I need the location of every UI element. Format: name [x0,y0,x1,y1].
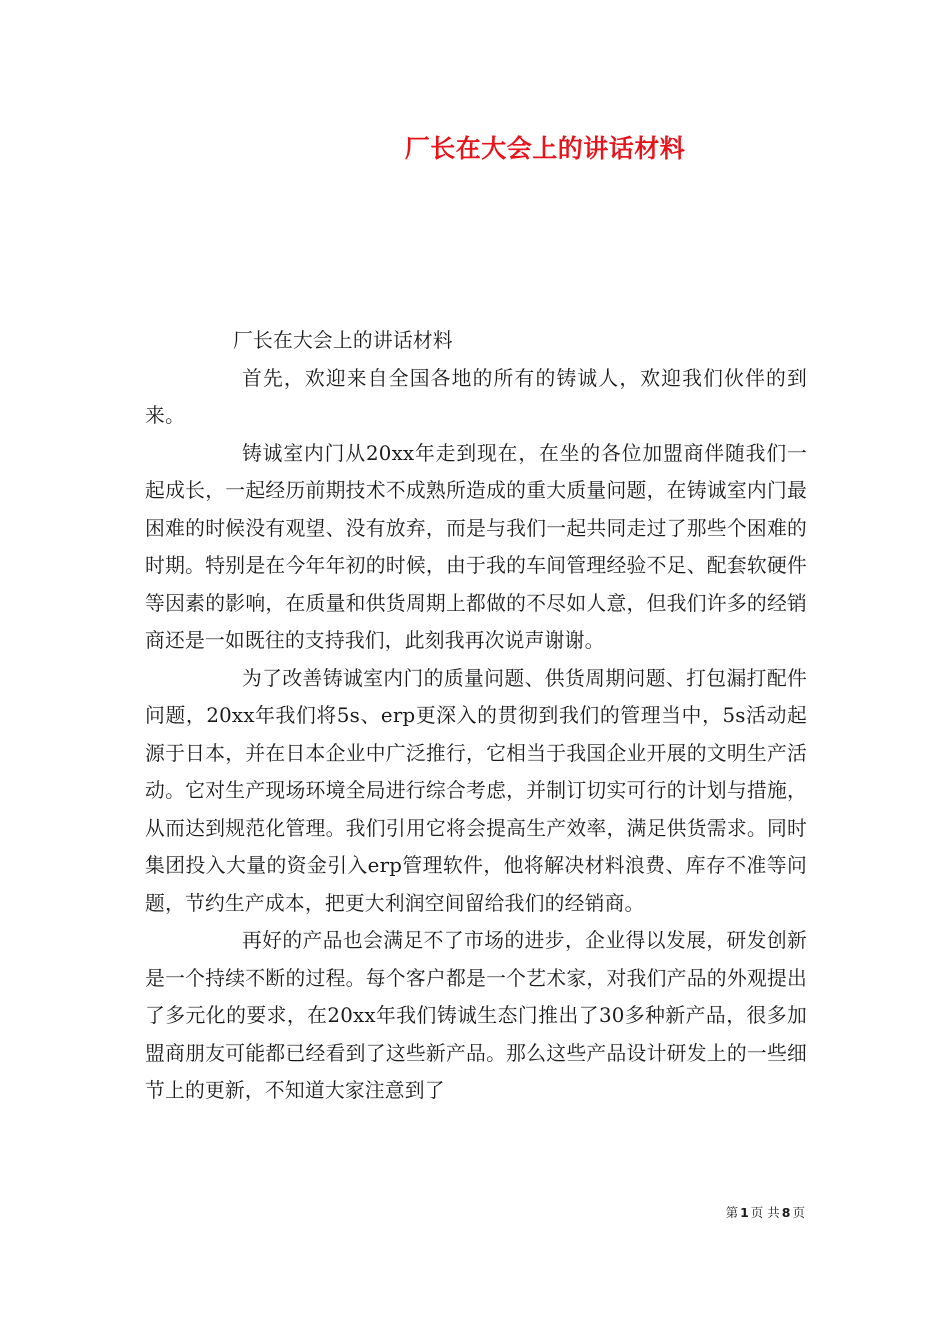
paragraph-1: 首先，欢迎来自全国各地的所有的铸诚人，欢迎我们伙伴的到来。 [145,366,807,427]
document-title: 厂长在大会上的讲话材料 [404,134,686,163]
paragraph-2: 铸诚室内门从20xx年走到现在，在坐的各位加盟商伴随我们一起成长，一起经历前期技术不成熟所造成的重大质量问题，在铸诚室内门最困难的时候没有观望、没有放弃，而是与我们一起共同走过了那些个困难的时期。特别是在今年年初的时候，由于我的车间管理经验不足、配套软硬件等因素的影响，在质量和供货周期上都做的不尽如人意，但我们许多的经销商还是一如既往的支持我们，此刻我再次说声谢谢。 [145,441,807,652]
document-subtitle: 厂长在大会上的讲话材料 [233,329,453,352]
paragraph-3: 为了改善铸诚室内门的质量问题、供货周期问题、打包漏打配件问题，20xx年我们将5s、erp更深入的贯彻到我们的管理当中，5s活动起源于日本，并在日本企业中广泛推行，它相当于我国企业开展的文明生产活动。它对生产现场环境全局进行综合考虑，并制订切实可行的计划与措施，从而达到规范化管理。我们引用它将会提高生产效率，满足供货需求。同时集团投入大量的资金引入erp管理软件，他将解决材料浪费、库存不准等问题，节约生产成本，把更大利润空间留给我们的经销商。 [145,666,807,915]
document-body [145,322,807,1110]
page-footer [726,1203,805,1221]
footer-current-page: 1 [740,1205,749,1220]
paragraph-4: 再好的产品也会满足不了市场的进步，企业得以发展，研发创新是一个持续不断的过程。每个客户都是一个艺术家，对我们产品的外观提出了多元化的要求，在20xx年我们铸诚生态门推出了30多种新产品，很多加盟商朋友可能都已经看到了这些新产品。那么这些产品设计研发上的一些细节上的更新，不知道大家注意到了 [145,929,807,1102]
footer-suffix: 页 [792,1205,805,1220]
footer-total-pages: 8 [781,1205,791,1220]
footer-middle: 页 共 [750,1205,780,1220]
footer-prefix: 第 [725,1205,739,1220]
